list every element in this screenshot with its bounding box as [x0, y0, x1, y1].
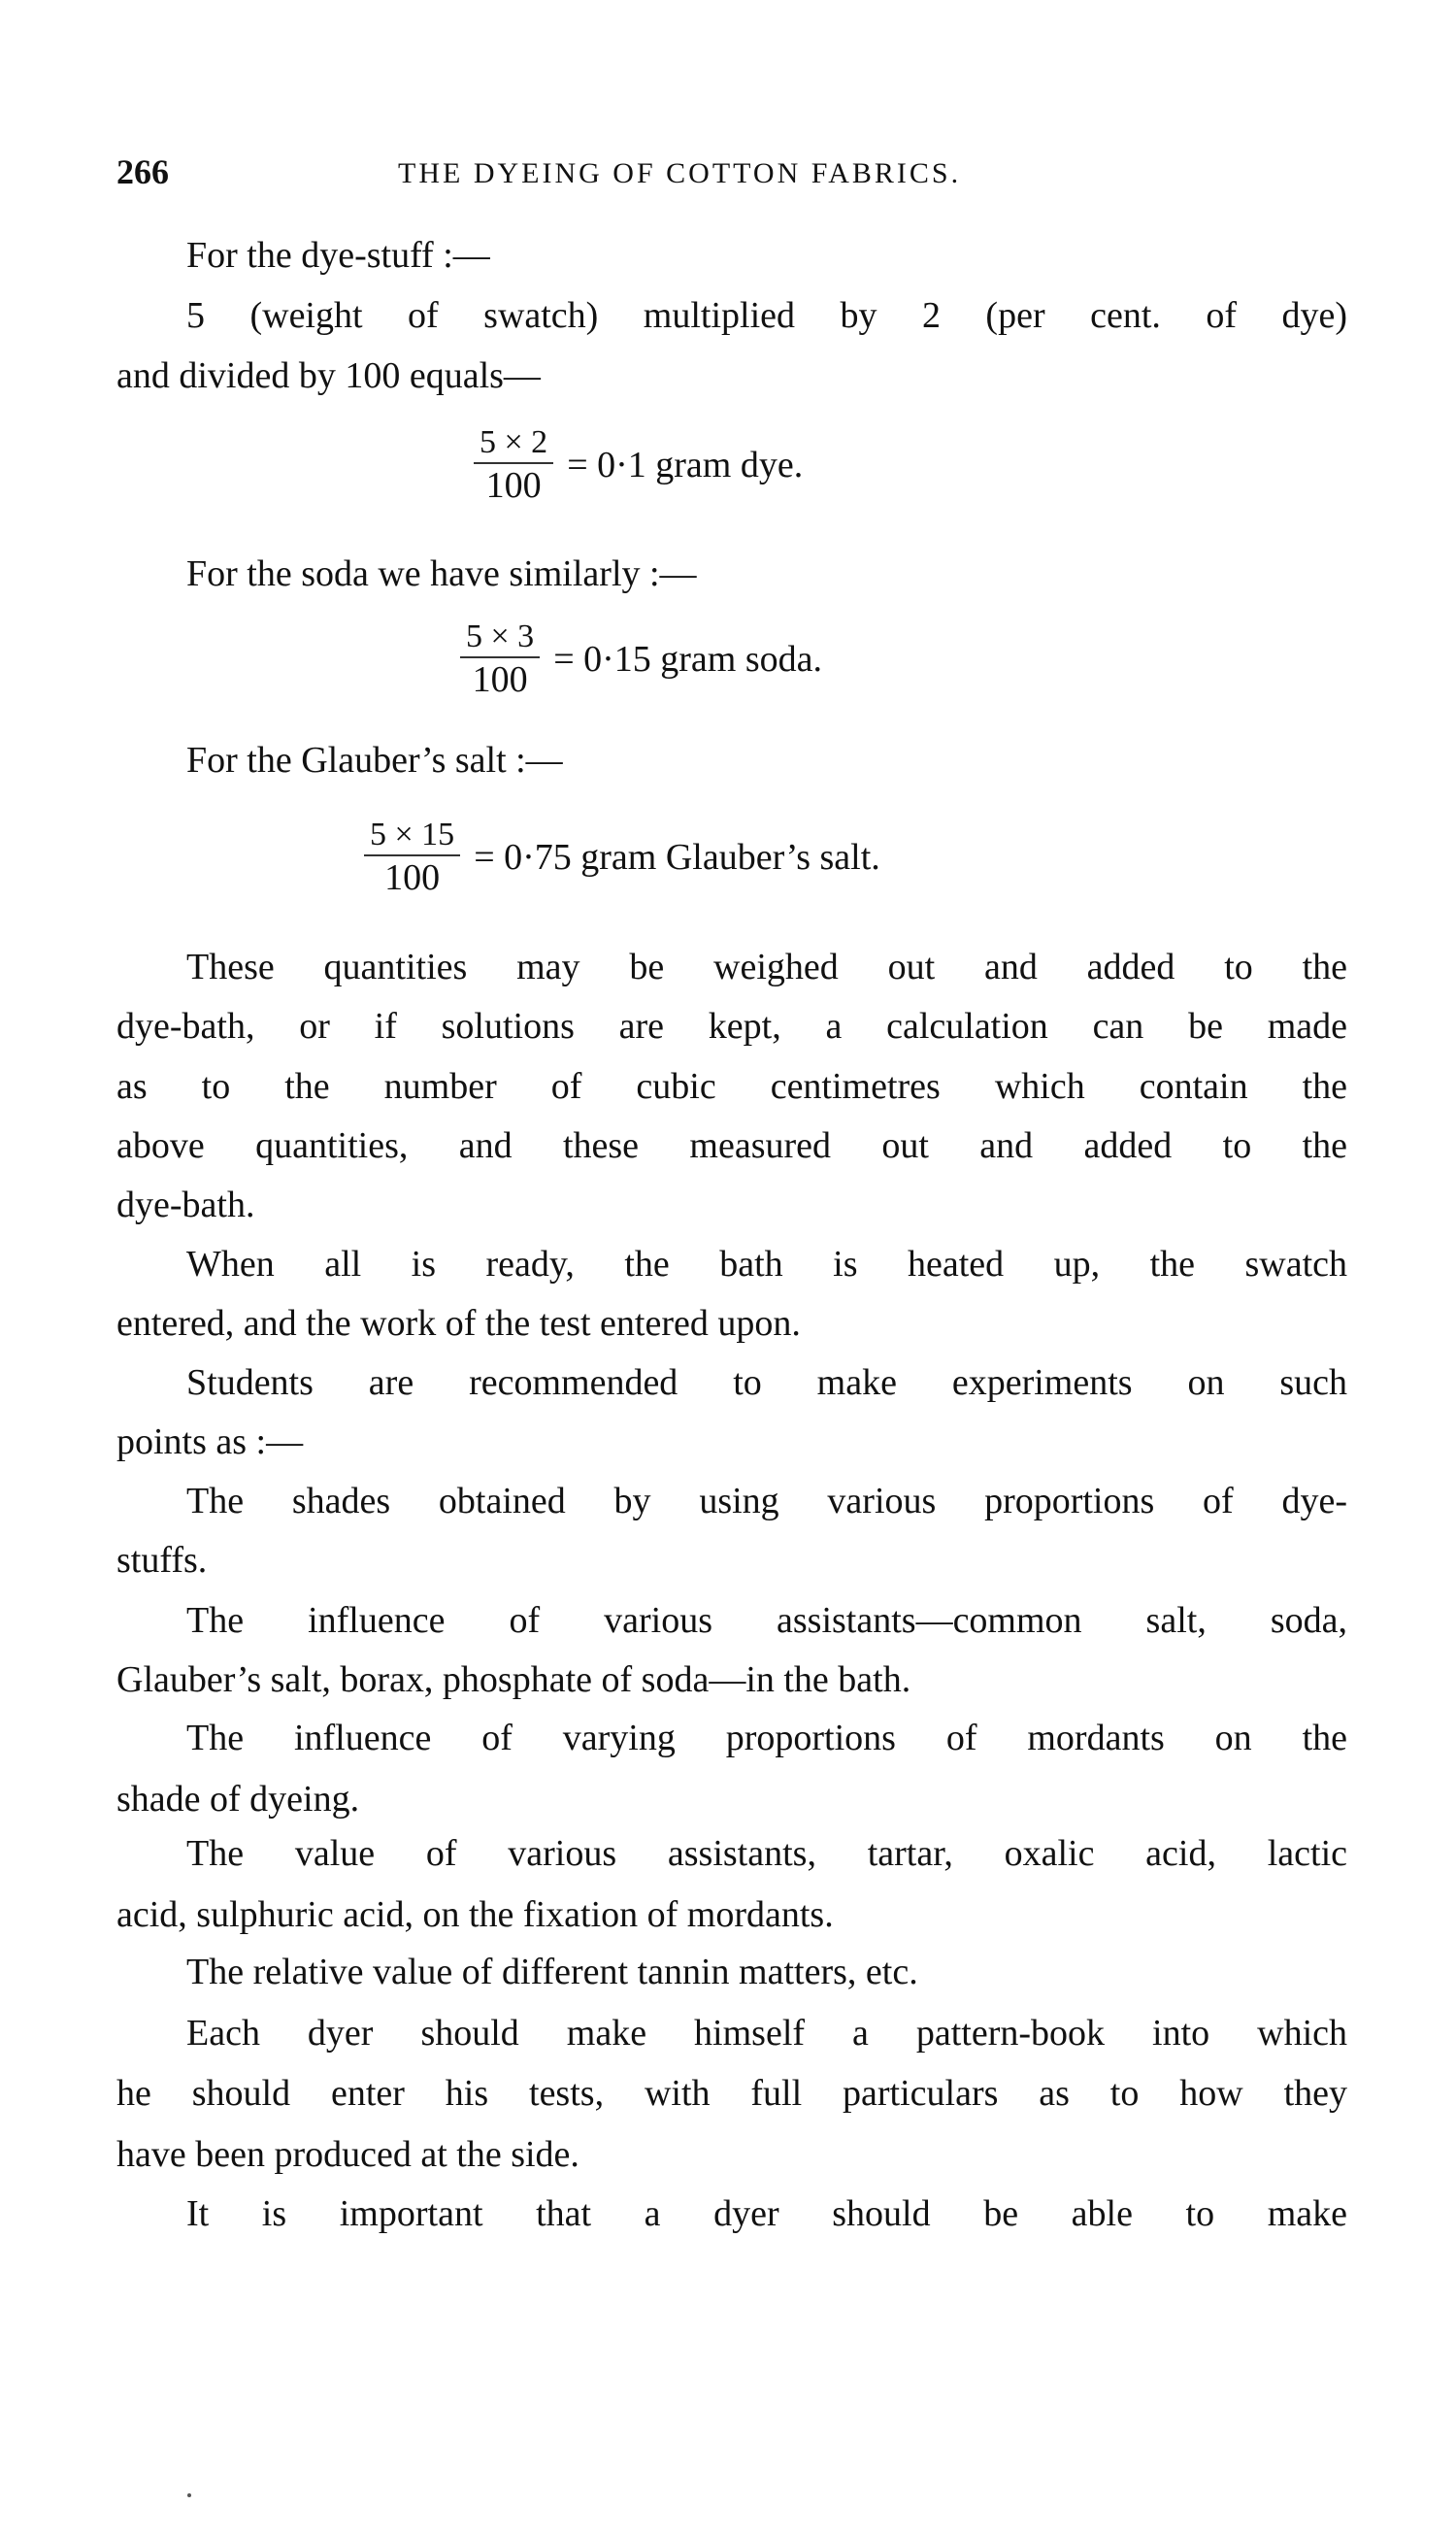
body-line: stuffs. — [116, 1540, 208, 1581]
result: = 0·75 gram Glauber’s salt. — [474, 837, 880, 878]
body-line: entered, and the work of the test entered upon. — [116, 1303, 801, 1344]
denominator: 100 — [485, 465, 542, 506]
numerator: 5 × 15 — [364, 816, 460, 856]
dye-line-2: and divided by 100 equals— — [116, 355, 541, 396]
body-line: The influence of various assistants—common salt, soda, — [186, 1600, 1347, 1641]
body-line: These quantities may be weighed out and added to the — [186, 947, 1347, 987]
numerator: 5 × 2 — [474, 423, 553, 464]
result: = 0·15 gram soda. — [553, 639, 823, 680]
body-line: It is important that a dyer should be able to make — [186, 2193, 1347, 2234]
numerator: 5 × 3 — [460, 618, 540, 658]
body-line: Glauber’s salt, borax, phosphate of soda—in the bath. — [116, 1659, 911, 1700]
body-line: The relative value of different tannin matters, etc. — [186, 1952, 918, 1992]
body-line: dye-bath, or if solutions are kept, a calculation can be made — [116, 1006, 1347, 1047]
body-line: as to the number of cubic centimetres which contain the — [116, 1066, 1347, 1107]
body-line: he should enter his tests, with full particulars as to how they — [116, 2073, 1347, 2114]
body-line: Each dyer should make himself a pattern-book into which — [186, 2013, 1347, 2054]
scan-speck — [187, 2493, 191, 2497]
formula-soda — [460, 618, 822, 701]
dye-heading: For the dye-stuff :— — [186, 235, 490, 276]
body-line: have been produced at the side. — [116, 2134, 579, 2175]
soda-heading: For the soda we have similarly :— — [186, 553, 697, 594]
page-number: 266 — [116, 152, 169, 191]
body-line: The value of various assistants, tartar, oxalic acid, lactic — [186, 1833, 1347, 1874]
body-line: dye-bath. — [116, 1185, 255, 1225]
body-line: above quantities, and these measured out and added to the — [116, 1125, 1347, 1166]
formula-glauber — [364, 816, 880, 899]
denominator: 100 — [384, 857, 441, 898]
body-line: points as :— — [116, 1421, 304, 1462]
body-line: acid, sulphuric acid, on the fixation of mordants. — [116, 1894, 834, 1935]
glauber-heading: For the Glauber’s salt :— — [186, 740, 563, 781]
denominator: 100 — [472, 659, 528, 700]
dye-line-1: 5 (weight of swatch) multiplied by 2 (per cent. of dye) — [186, 295, 1347, 336]
body-line: shade of dyeing. — [116, 1779, 360, 1820]
result: = 0·1 gram dye. — [567, 445, 804, 485]
body-line: When all is ready, the bath is heated up, the swatch — [186, 1244, 1347, 1285]
body-line: The shades obtained by using various proportions of dye- — [186, 1481, 1347, 1521]
running-title: THE DYEING OF COTTON FABRICS. — [398, 157, 962, 189]
formula-dye — [474, 423, 803, 507]
body-line: The influence of varying proportions of mordants on the — [186, 1718, 1347, 1758]
body-line: Students are recommended to make experiments on such — [186, 1362, 1347, 1403]
